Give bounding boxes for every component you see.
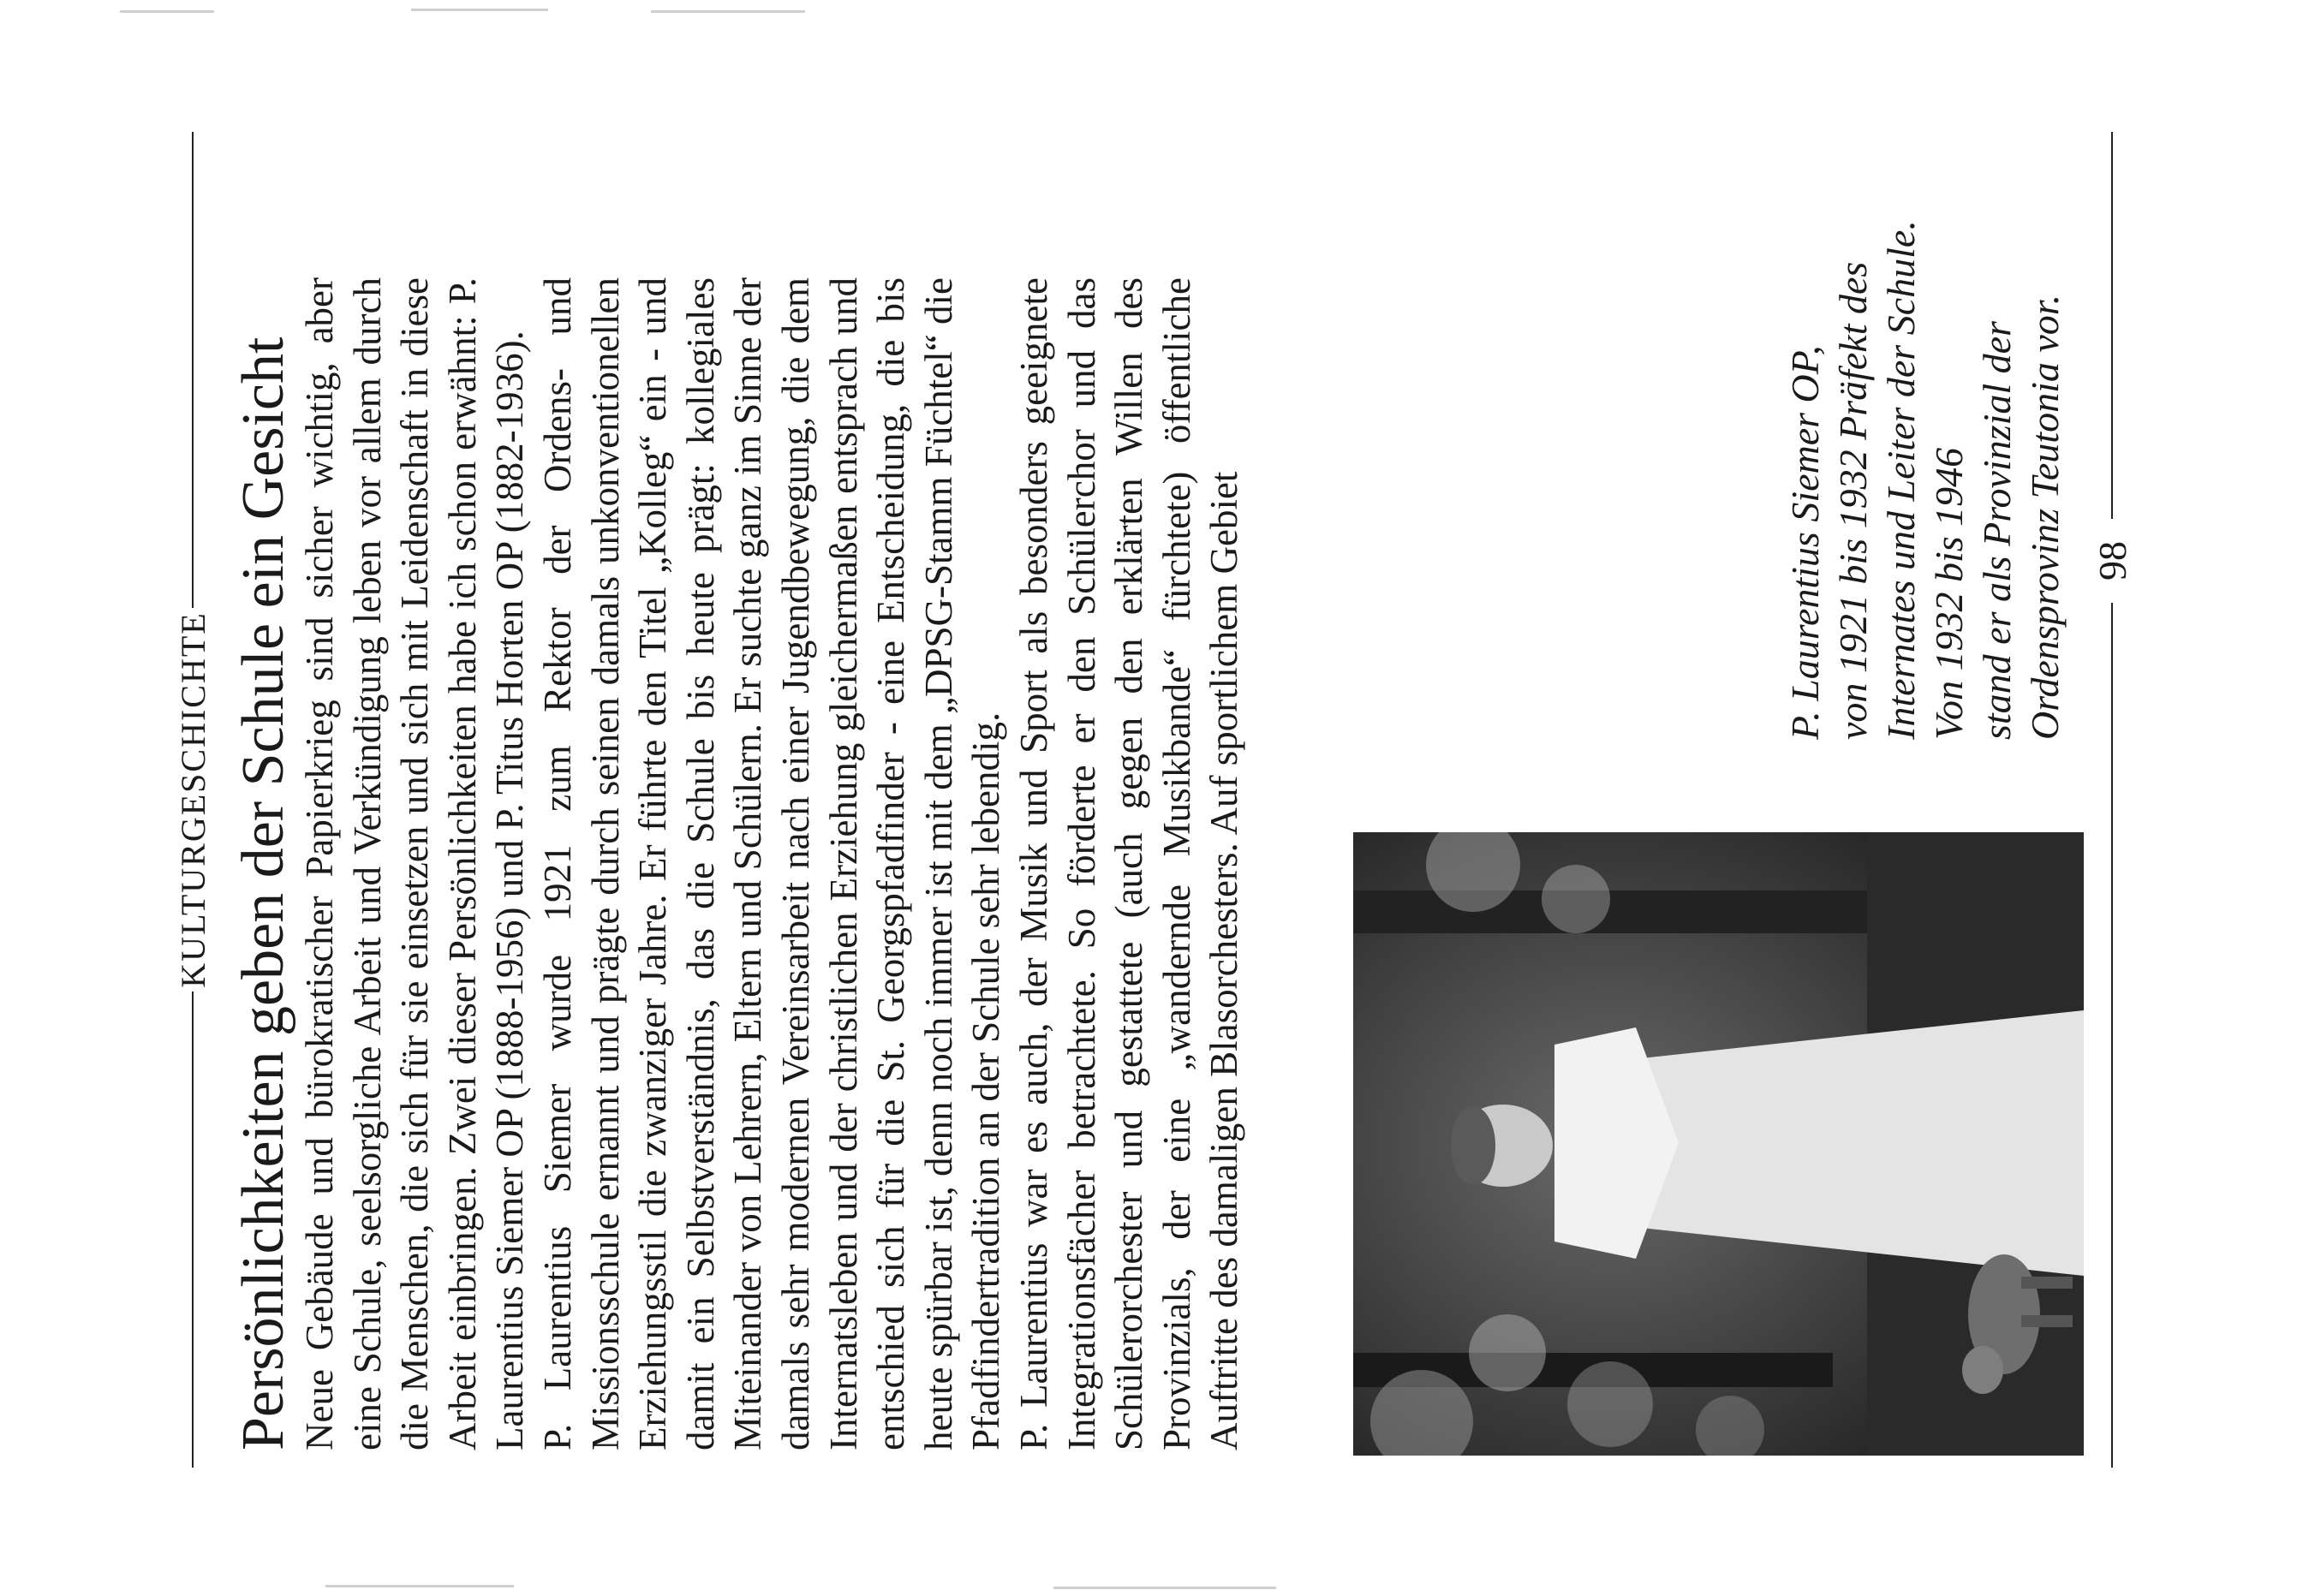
photo-caption [1781,0,2069,740]
page-footer [2086,132,2138,1468]
paragraph: P. Laurentius Siemer wurde 1921 zum Rektor der Ordens- und Missionsschule ernannt und prägte durch seinen damals unkonventionellen Erziehungsstil die zwanziger Jahre. Er führte den Titel „Kolleg“ ein - und damit ein Selbstverständnis, das die Schule bis heute prägt: kollegiales Miteinander von Lehrern, Eltern und Schülern. Er suchte ganz im Sinne der damals sehr modernen Vereinsarbeit nach einer Jugendbewegung, die dem Internatsleben und der christlichen Erziehung gleichermaßen entsprach und entschied sich für die St. Georgspfadfinder - eine Entscheidung, die bis heute spürbar ist, denn noch immer ist mit dem „DPSG-Stamm Füchtel“ die Pfadfindertradition an der Schule sehr lebendig. [535,277,1008,1450]
page-number: 98 [2090,541,2134,581]
header-rule-left [192,992,194,1468]
paragraph: Neue Gebäude und bürokratischer Papierkrieg sind sicher wichtig, aber eine Schule, seelsorgliche Arbeit und Verkündigung leben vor allem durch die Menschen, die sich für sie einsetzen und sich mit Leidenschaft in diese Arbeit einbringen. Zwei dieser Persönlichkeiten habe ich schon erwähnt: P. Laurentius Siemer OP (1888-1956) und P. Titus Horten OP (1882-1936). [298,277,532,1450]
footer-rule-left [2111,603,2113,1468]
article-title: Persönlichkeiten geben der Schule ein Gesicht [230,336,296,1450]
caption-line: Internates und Leiter der Schule. [1879,220,1923,740]
portrait-photo [1353,832,2084,1456]
caption-line: stand er als Provinzial der [1975,321,2019,740]
scan-artifact [411,9,548,11]
caption-line: P. Laurentius Siemer OP, [1783,345,1827,740]
section-label: KULTURGESCHICHTE [173,611,212,988]
caption-line: von 1921 bis 1932 Präfekt des [1831,261,1875,740]
scan-artifact [120,10,214,13]
paragraph: P. Laurentius war es auch, der Musik und Sport als besonders geeignete Integrationsfächer betrachtete. So förderte er den Schülerchor und das Schülerorchester und gestattete (auch gegen den erklärten Willen des Provinzials, der eine „wandernde Musikbande“ fürchtete) öffentliche Auftritte des damaligen Blasorchesters. Auf sportlichem Gebiet [1011,277,1246,1450]
caption-line: Ordensprovinz Teutonia vor. [2023,294,2067,740]
header-rule-right [192,132,194,608]
scan-artifact [1053,1587,1276,1589]
photo-illustration [1353,832,2084,1456]
footer-rule-right [2111,132,2113,519]
running-header [171,132,214,1468]
caption-line: Von 1932 bis 1946 [1927,447,1971,740]
scan-artifact [651,10,805,13]
article-body [296,277,1249,1450]
scan-artifact [325,1585,514,1587]
